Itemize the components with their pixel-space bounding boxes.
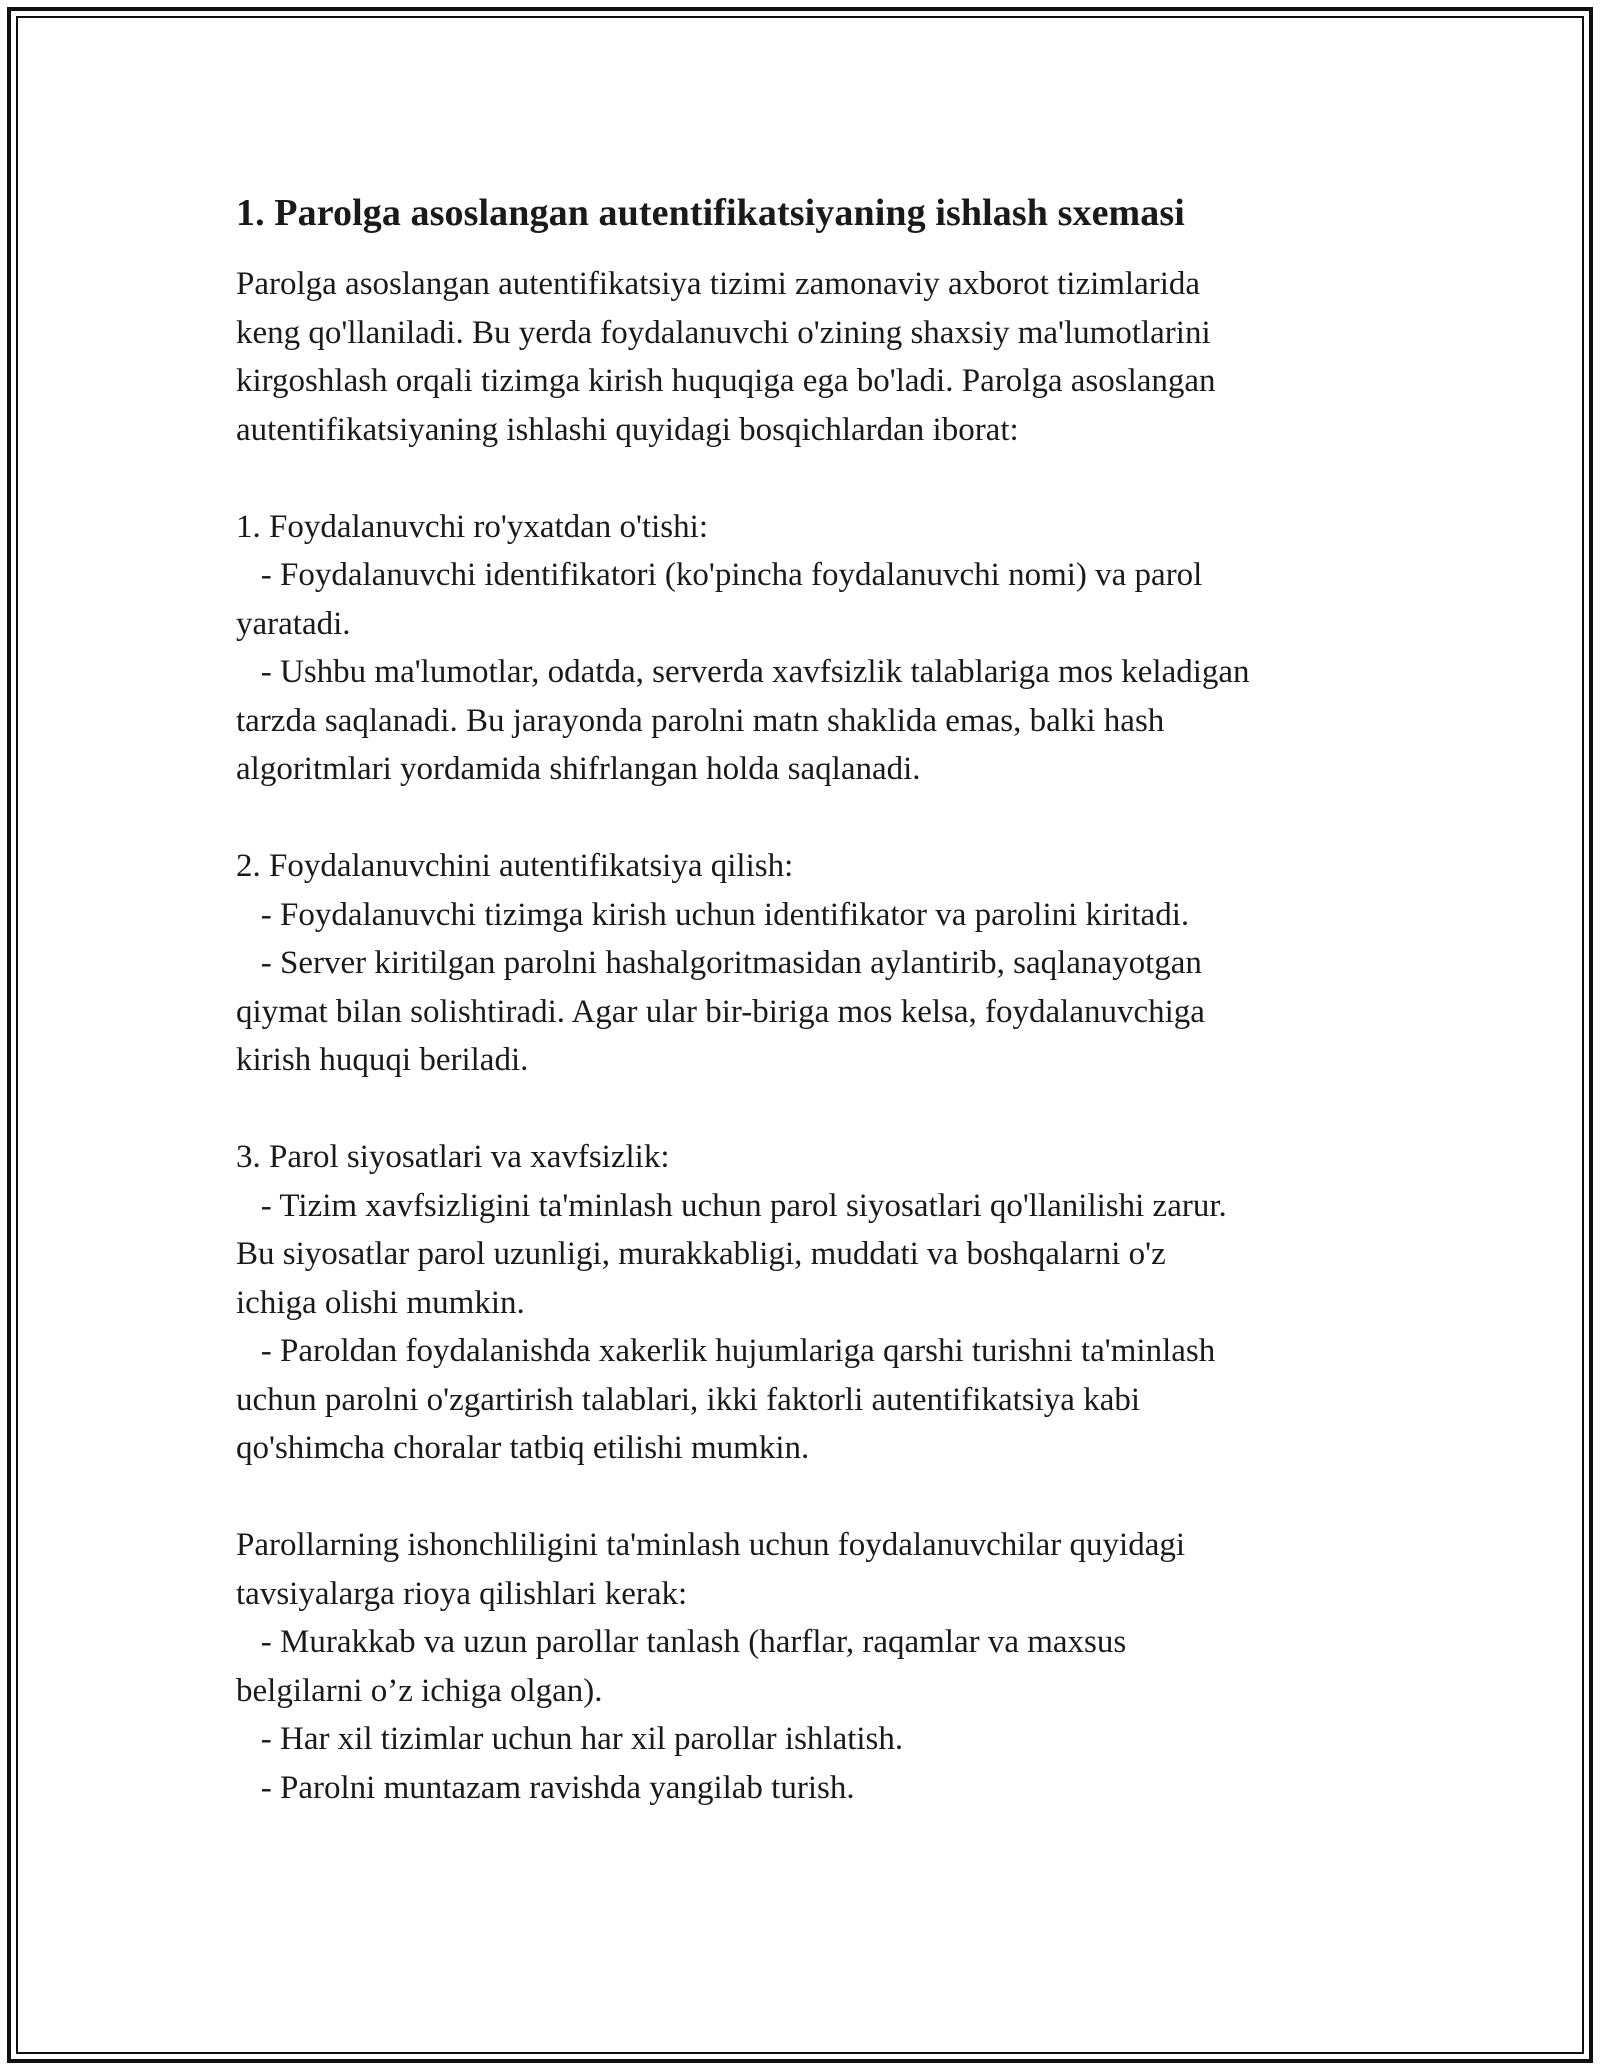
- text-line: uchun parolni o'zgartirish talablari, ikki faktorli autentifikatsiya kabi: [236, 1381, 1141, 1418]
- text-line: qiymat bilan solishtiradi. Agar ular bir-biriga mos kelsa, foydalanuvchiga: [236, 993, 1205, 1030]
- text-line: - Tizim xavfsizligini ta'minlash uchun parol siyosatlari qo'llanilishi zarur.: [236, 1187, 1227, 1224]
- text-line: algoritmlari yordamida shifrlangan holda saqlanadi.: [236, 751, 921, 787]
- intro-paragraph: [236, 260, 1376, 454]
- paragraph-spacer: [236, 1473, 1376, 1522]
- document-body: [236, 186, 1376, 1812]
- section-heading: 1. Foydalanuvchi ro'yxatdan o'tishi:: [236, 508, 708, 545]
- section-heading: 2. Foydalanuvchini autentifikatsiya qilish:: [236, 848, 794, 884]
- section-registration: [236, 503, 1376, 794]
- text-line: - Har xil tizimlar uchun har xil parollar ishlatish.: [236, 1721, 904, 1757]
- paragraph-spacer: [236, 454, 1376, 503]
- text-line: kirgoshlash orqali tizimga kirish huquqiga ega bo'ladi. Parolga asoslangan: [236, 363, 1216, 399]
- text-line: tavsiyalarga rioya qilishlari kerak:: [236, 1575, 688, 1612]
- text-line: Parollarning ishonchliligini ta'minlash uchun foydalanuvchilar quyidagi: [236, 1527, 1186, 1563]
- text-line: - Foydalanuvchi identifikatori (ko'pincha foydalanuvchi nomi) va parol: [236, 557, 1203, 593]
- paragraph-spacer: [236, 1085, 1376, 1134]
- text-line: - Server kiritilgan parolni hashalgoritmasidan aylantirib, saqlanayotgan: [236, 945, 1202, 981]
- section-recommendations: [236, 1521, 1376, 1812]
- text-line: Bu siyosatlar parol uzunligi, murakkabligi, muddati va boshqalarni o'z: [236, 1236, 1166, 1272]
- text-line: - Foydalanuvchi tizimga kirish uchun identifikator va parolini kiritadi.: [236, 896, 1190, 933]
- text-line: - Parolni muntazam ravishda yangilab turish.: [236, 1769, 855, 1806]
- section-policies: [236, 1133, 1376, 1473]
- text-line: ichiga olishi mumkin.: [236, 1284, 525, 1321]
- text-line: Parolga asoslangan autentifikatsiya tizimi zamonaviy axborot tizimlarida: [236, 266, 1201, 302]
- text-line: keng qo'llaniladi. Bu yerda foydalanuvchi o'zining shaxsiy ma'lumotlarini: [236, 314, 1211, 351]
- text-line: - Murakkab va uzun parollar tanlash (harflar, raqamlar va maxsus: [236, 1624, 1127, 1660]
- text-line: - Paroldan foydalanishda xakerlik hujumlariga qarshi turishni ta'minlash: [236, 1333, 1216, 1369]
- text-line: tarzda saqlanadi. Bu jarayonda parolni matn shaklida emas, balki hash: [236, 702, 1165, 739]
- text-line: yaratadi.: [236, 605, 351, 642]
- paragraph-spacer: [236, 794, 1376, 843]
- text-line: belgilarni o’z ichiga olgan).: [236, 1672, 603, 1709]
- section-authentication: [236, 842, 1376, 1085]
- text-line: - Ushbu ma'lumotlar, odatda, serverda xavfsizlik talablariga mos keladigan: [236, 654, 1250, 690]
- text-line: kirish huquqi beriladi.: [236, 1042, 529, 1078]
- text-line: autentifikatsiyaning ishlashi quyidagi bosqichlardan iborat:: [236, 411, 1019, 448]
- document-title: 1. Parolga asoslangan autentifikatsiyaning ishlash sxemasi: [236, 192, 1185, 234]
- text-line: qo'shimcha choralar tatbiq etilishi mumkin.: [236, 1430, 810, 1466]
- section-heading: 3. Parol siyosatlari va xavfsizlik:: [236, 1139, 670, 1175]
